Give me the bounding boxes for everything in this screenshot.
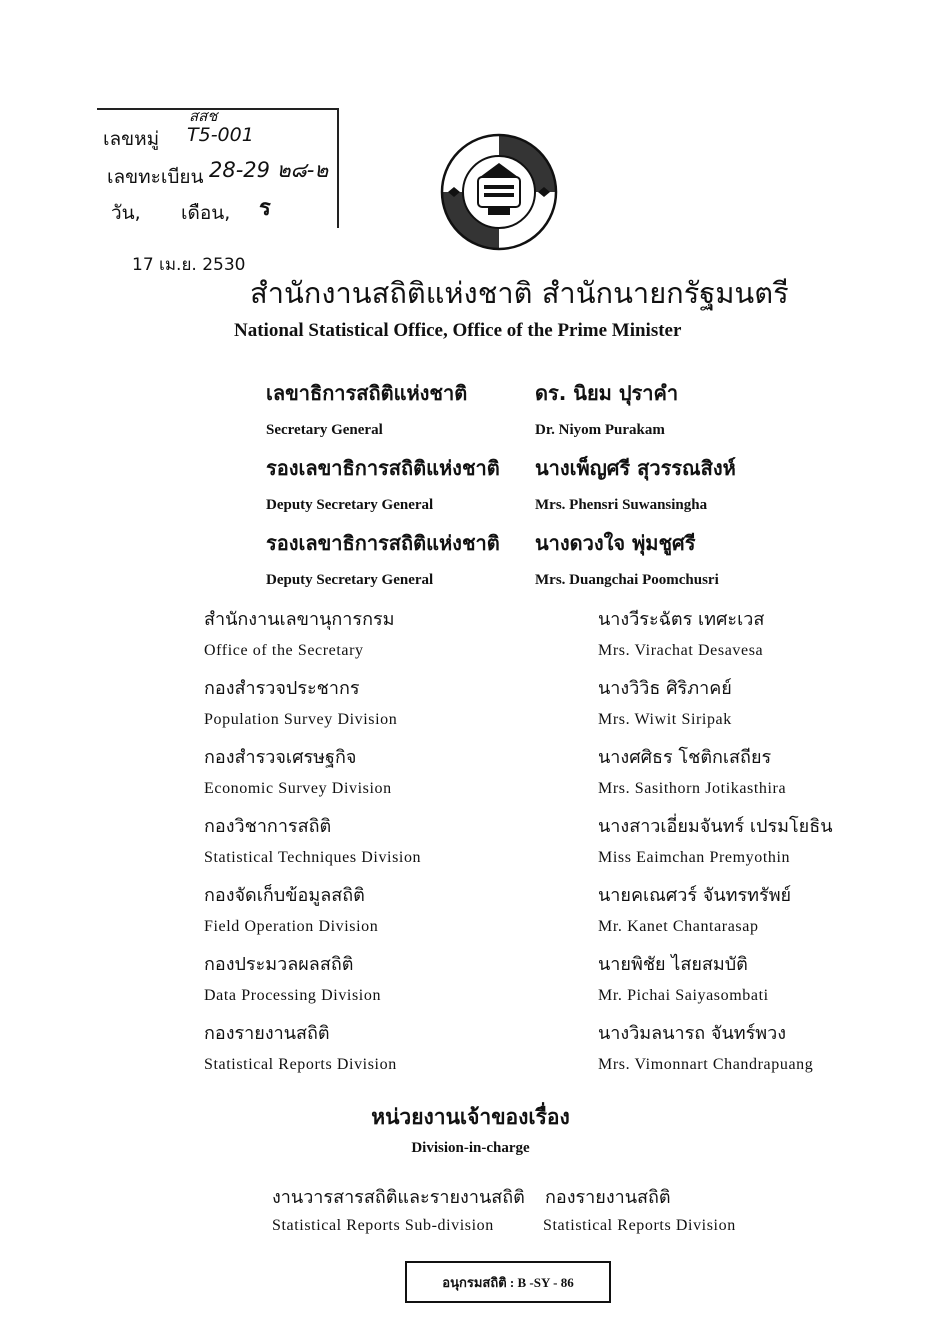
division-head-thai: นางวิมลนารถ จันทร์พวง [598, 1023, 787, 1044]
stamp-category-label: เลขหมู่ [103, 128, 160, 150]
division-head-english: Mr. Pichai Saiyasombati [598, 987, 769, 1004]
stamp-month-label: เดือน, [181, 202, 231, 224]
division-name-thai: กองจัดเก็บข้อมูลสถิติ [204, 885, 365, 906]
exec-name-thai: ดร. นิยม ปุราคำ [535, 381, 679, 405]
division-name-english: Field Operation Division [204, 918, 379, 935]
exec-role-thai: เลขาธิการสถิติแห่งชาติ [266, 381, 468, 405]
division-name-thai: กองสำรวจเศรษฐกิจ [204, 747, 357, 768]
division-name-english: Statistical Reports Division [204, 1056, 397, 1073]
nso-seal-logo [440, 133, 558, 251]
division-head-english: Mrs. Virachat Desavesa [598, 642, 764, 659]
exec-role-thai: รองเลขาธิการสถิติแห่งชาติ [266, 456, 500, 480]
division-name-thai: สำนักงานเลขานุการกรม [204, 609, 395, 630]
division-head-english: Mrs. Vimonnart Chandrapuang [598, 1056, 814, 1073]
division-head-english: Mrs. Sasithorn Jotikasthira [598, 780, 787, 797]
stamp-register-value: 28-29 ๒๘-๒ [209, 158, 329, 182]
division-name-english: Office of the Secretary [204, 642, 364, 659]
division-head-thai: นางวีระฉัตร เทศะเวส [598, 609, 765, 630]
in-charge-division-thai: กองรายงานสถิติ [545, 1187, 671, 1208]
series-code-text: อนุกรมสถิติ : B -SY - 86 [442, 1274, 574, 1290]
registration-stamp [97, 108, 339, 228]
division-name-thai: กองสำรวจประชากร [204, 678, 360, 699]
exec-name-thai: นางดวงใจ พุ่มชูศรี [535, 531, 696, 555]
exec-role-english: Secretary General [266, 422, 383, 438]
division-name-english: Economic Survey Division [204, 780, 392, 797]
division-head-thai: นายพิชัย ไสยสมบัติ [598, 954, 748, 975]
exec-role-english: Deputy Secretary General [266, 497, 434, 513]
division-name-english: Statistical Techniques Division [204, 849, 422, 866]
division-name-english: Data Processing Division [204, 987, 382, 1004]
division-head-thai: นางสาวเอี่ยมจันทร์ เปรมโยธิน [598, 816, 833, 837]
in-charge-subdivision-thai: งานวารสารสถิติและรายงานสถิติ [272, 1187, 525, 1208]
exec-role-thai: รองเลขาธิการสถิติแห่งชาติ [266, 531, 500, 555]
in-charge-division-english: Statistical Reports Division [543, 1217, 736, 1234]
stamp-date: 17 เม.ย. 2530 [132, 255, 246, 275]
division-name-thai: กองวิชาการสถิติ [204, 816, 332, 837]
stamp-mark: ร [259, 196, 271, 221]
division-head-thai: นางศศิธร โชติกเสถียร [598, 747, 772, 768]
division-head-thai: นางวิวิธ ศิริภาคย์ [598, 678, 732, 699]
stamp-register-label: เลขทะเบียน [107, 166, 204, 188]
statistical-series-code [405, 1261, 611, 1303]
exec-name-english: Dr. Niyom Purakam [535, 422, 665, 438]
exec-name-thai: นางเพ็ญศรี สุวรรณสิงห์ [535, 456, 736, 480]
office-title-thai: สำนักงานสถิติแห่งชาติ สำนักนายกรัฐมนตรี [250, 276, 789, 310]
exec-role-english: Deputy Secretary General [266, 572, 434, 588]
division-head-thai: นายคเณศวร์ จันทรทรัพย์ [598, 885, 792, 906]
in-charge-heading-english: Division-in-charge [411, 1140, 530, 1156]
exec-name-english: Mrs. Duangchai Poomchusri [535, 572, 719, 588]
stamp-day-label: วัน, [111, 202, 141, 224]
in-charge-subdivision-english: Statistical Reports Sub-division [272, 1217, 494, 1234]
division-name-thai: กองรายงานสถิติ [204, 1023, 330, 1044]
stamp-category-value: T5-001 [187, 124, 254, 146]
division-name-english: Population Survey Division [204, 711, 398, 728]
division-name-thai: กองประมวลผลสถิติ [204, 954, 354, 975]
in-charge-heading-thai: หน่วยงานเจ้าของเรื่อง [371, 1105, 570, 1129]
stamp-handwritten-note: สสช [189, 107, 218, 125]
exec-name-english: Mrs. Phensri Suwansingha [535, 497, 708, 513]
division-head-english: Mr. Kanet Chantarasap [598, 918, 759, 935]
division-head-english: Mrs. Wiwit Siripak [598, 711, 732, 728]
division-head-english: Miss Eaimchan Premyothin [598, 849, 791, 866]
office-title-english: National Statistical Office, Office of the Prime Minister [234, 320, 682, 341]
